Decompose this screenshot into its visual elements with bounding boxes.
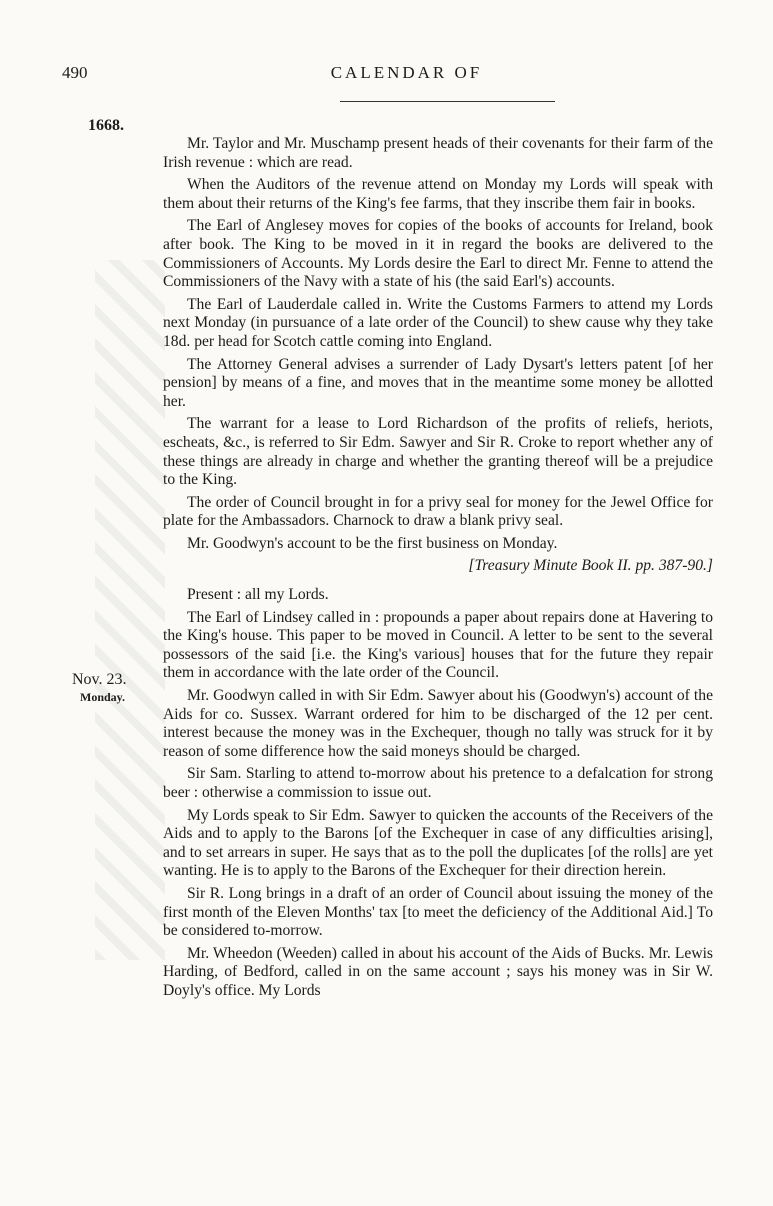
paragraph: Sir Sam. Starling to attend to-morrow about his pretence to a defalcation for strong beer : otherwise a commission to issue out. — [163, 765, 713, 801]
paragraph: Sir R. Long brings in a draft of an order of Council about issuing the money of the first month of the Eleven Months' tax [to meet the deficiency of the Additional Aid.] To be considered to-morrow. — [163, 884, 713, 940]
paragraph: My Lords speak to Sir Edm. Sawyer to quicken the accounts of the Receivers of the Aids and to apply to the Barons [of the Exchequer in case of any difficulties arising], and to set arrears in super. He says that as to the poll the duplicates [of the rolls] are yet wanting. He is to apply to the Barons of the Exchequer for their direction herein. — [163, 806, 713, 880]
present-line: Present : all my Lords. — [187, 586, 329, 604]
margin-year: 1668. — [88, 117, 124, 134]
watermark-stamp — [95, 260, 165, 960]
paragraph: Mr. Goodwyn called in with Sir Edm. Sawyer about his (Goodwyn's) account of the Aids for co. Sussex. Warrant ordered for him to be discharged of the 12 per cent. interest because the money was in the Exchequer, though no tally was struck for it by reason of some difference how the said moneys should be charged. — [163, 687, 713, 760]
paragraph: The order of Council brought in for a privy seal for money for the Jewel Office for plate for the Ambassadors. Charnock to draw a blank privy seal. — [163, 493, 713, 530]
paragraph: The Attorney General advises a surrender of Lady Dysart's letters patent [of her pension] by means of a fine, and moves that in the meantime some money be allotted her. — [163, 355, 713, 410]
paragraph: Mr. Wheedon (Weeden) called in about his account of the Aids of Bucks. Mr. Lewis Harding, of Bedford, called in on the same account ; says his money was in Sir W. Doyly's office. My Lords — [163, 944, 713, 999]
paragraph: The warrant for a lease to Lord Richardson of the profits of reliefs, heriots, escheats, &c., is referred to Sir Edm. Sawyer and Sir R. Croke to report whether any of these things are already in charge and whether the granting thereof will be a prejudice to the King. — [163, 415, 713, 489]
page-number: 490 — [62, 63, 88, 82]
paragraph: The Earl of Lindsey called in : propounds a paper about repairs done at Havering to the King's house. This paper to be moved in Council. A letter to be sent to the several possessors of the said [i.e. the King's various] houses that for the future they repair them in accordance with the late order of the Council. — [163, 608, 713, 682]
paragraph: When the Auditors of the revenue attend on Monday my Lords will speak with them about their returns of the King's fee farms, that they inscribe them fair in books. — [163, 176, 713, 212]
header-rule — [340, 101, 555, 102]
paragraph: The Earl of Anglesey moves for copies of the books of accounts for Ireland, book after book. The King to be moved in it in regard the books are delivered to the Commissioners of Accounts. My Lords desire the Earl to direct Mr. Fenne to attend the Commissioners of the Navy with a state of his (the said Earl's) accounts. — [163, 217, 713, 291]
paragraph: Mr. Goodwyn's account to be the first business on Monday. — [187, 534, 558, 552]
margin-day: Monday. — [80, 690, 126, 704]
body-text — [163, 135, 713, 1005]
source-reference: [Treasury Minute Book II. pp. 387-90.] — [468, 557, 713, 575]
paragraph: The Earl of Lauderdale called in. Write the Customs Farmers to attend my Lords next Monday (in pursuance of a late order of the Council) to shew cause why they take 18d. per head for Scotch cattle coming into England. — [163, 295, 713, 350]
running-head: CALENDAR OF — [330, 63, 483, 82]
margin-date: Nov. 23. — [72, 671, 127, 688]
paragraph: Mr. Taylor and Mr. Muschamp present heads of their covenants for their farm of the Irish revenue : which are read. — [163, 135, 713, 171]
